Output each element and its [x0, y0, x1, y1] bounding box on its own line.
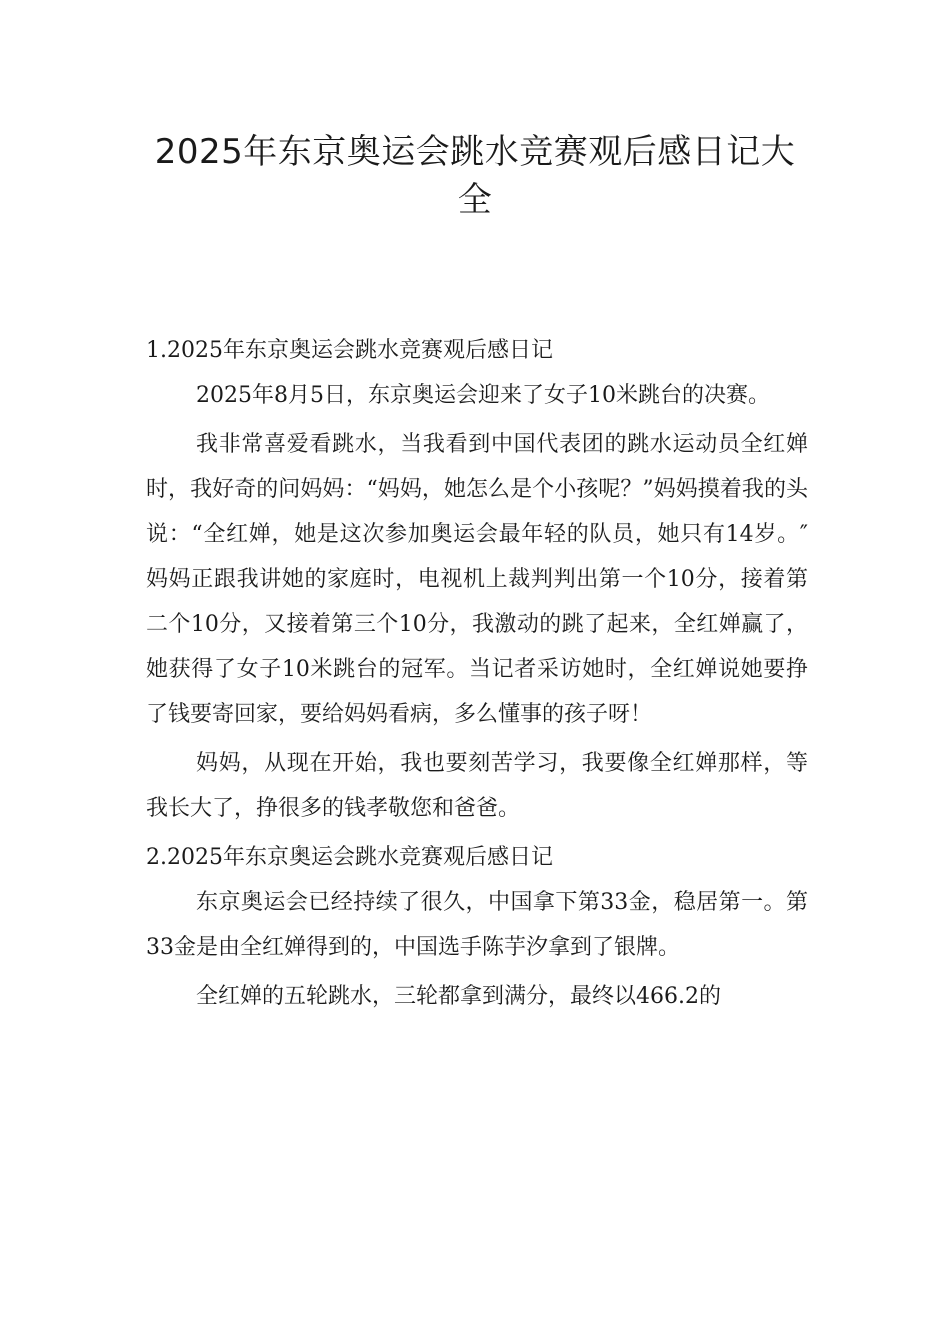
section-1 [146, 328, 808, 831]
document-title: 2025年东京奥运会跳水竞赛观后感日记大全 [154, 132, 796, 220]
section-2 [146, 835, 808, 1019]
paragraph: 妈妈，从现在开始，我也要刻苦学习，我要像全红婵那样，等我长大了，挣很多的钱孝敬您和爸爸。 [146, 751, 808, 821]
paragraph: 东京奥运会已经持续了很久，中国拿下第33金，稳居第一。第33金是由全红婵得到的，中国选手陈芋汐拿到了银牌。 [146, 890, 808, 960]
paragraph: 我非常喜爱看跳水，当我看到中国代表团的跳水运动员全红婵时，我好奇的问妈妈：“妈妈，她怎么是个小孩呢？”妈妈摸着我的头说：“全红婵，她是这次参加奥运会最年轻的队员，她只有14岁。″妈妈正跟我讲她的家庭时，电视机上裁判判出第一个10分，接着第二个10分，又接着第三个10分，我激动的跳了起来，全红婵赢了，她获得了女子10米跳台的冠军。当记者采访她时，全红婵说她要挣了钱要寄回家，要给妈妈看病，多么懂事的孩子呀！ [146, 432, 808, 727]
paragraph: 2025年8月5日，东京奥运会迎来了女子10米跳台的决赛。 [196, 383, 770, 408]
document-body [146, 328, 808, 1023]
paragraph: 全红婵的五轮跳水，三轮都拿到满分，最终以466.2的 [196, 984, 721, 1009]
section-heading: 2.2025年东京奥运会跳水竞赛观后感日记 [146, 845, 553, 870]
section-heading: 1.2025年东京奥运会跳水竞赛观后感日记 [146, 338, 553, 363]
